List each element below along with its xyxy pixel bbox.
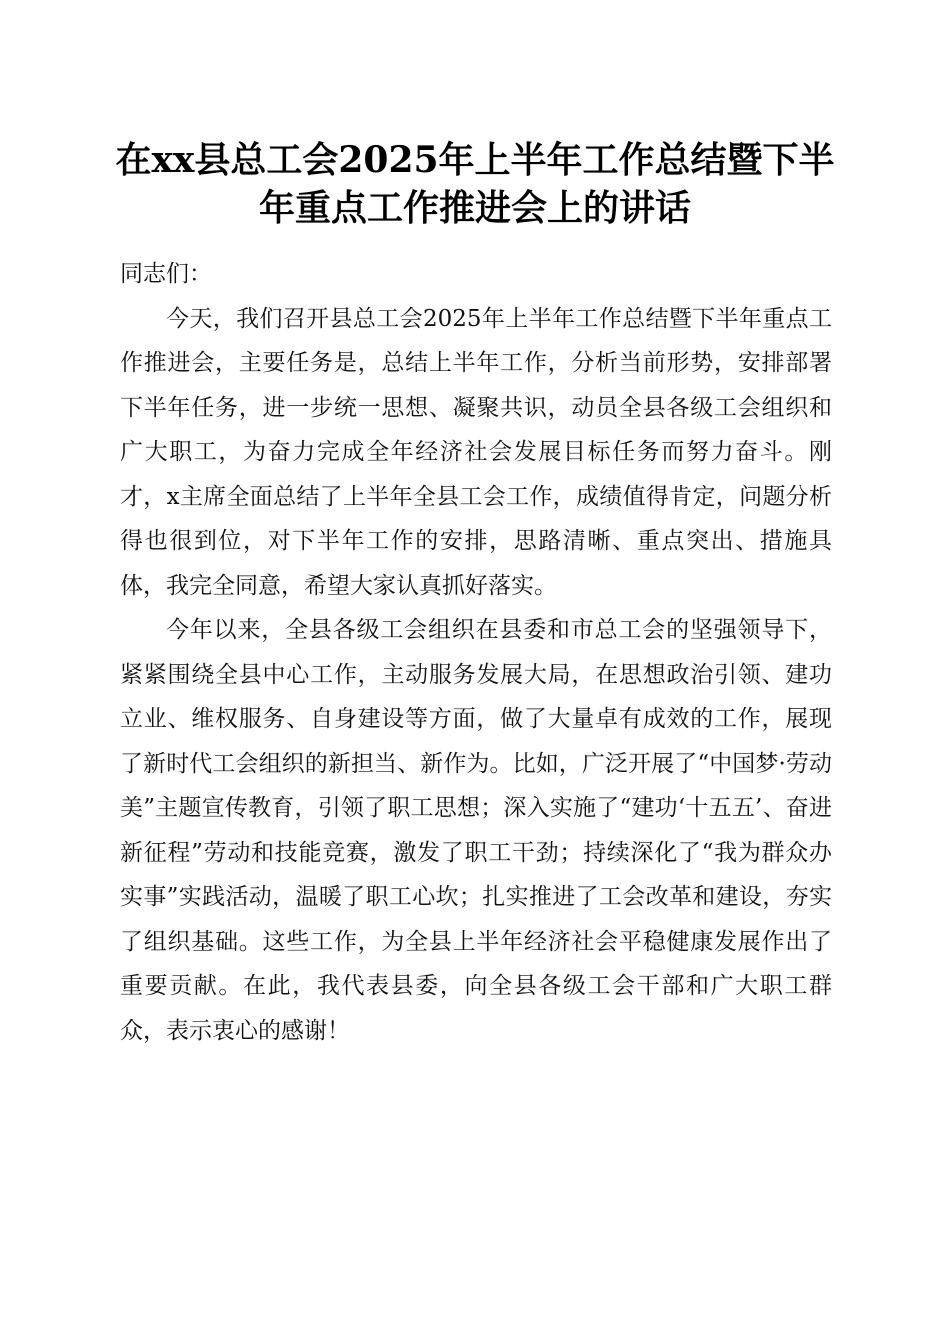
salutation: 同志们： <box>120 261 212 287</box>
paragraph-2: 今年以来，全县各级工会组织在县委和市总工会的坚强领导下，紧紧围绕全县中心工作，主动服务发展大局，在思想政治引领、建功立业、维权服务、自身建设等方面，做了大量卓有成效的工作，展现了新时代工会组织的新担当、新作为。比如，广泛开展了“中国梦·劳动美”主题宣传教育，引领了职工思想；深入实施了“建功‘十五五’、奋进新征程”劳动和技能竞赛，激发了职工干劲；持续深化了“我为群众办实事”实践活动，温暖了职工心坎；扎实推进了工会改革和建设，夯实了组织基础。这些工作，为全县上半年经济社会平稳健康发展作出了重要贡献。在此，我代表县委，向全县各级工会干部和广大职工群众，表示衷心的感谢！ <box>120 617 832 1044</box>
document-body <box>120 252 832 1053</box>
paragraph-1: 今天，我们召开县总工会2025年上半年工作总结暨下半年重点工作推进会，主要任务是，总结上半年工作，分析当前形势，安排部署下半年任务，进一步统一思想、凝聚共识，动员全县各级工会组织和广大职工，为奋力完成全年经济社会发展目标任务而努力奋斗。刚才，x主席全面总结了上半年全县工会工作，成绩值得肯定，问题分析得也很到位，对下半年工作的安排，思路清晰、重点突出、措施具体，我完全同意，希望大家认真抓好落实。 <box>120 305 832 599</box>
document-title: 在xx县总工会2025年上半年工作总结暨下半年重点工作推进会上的讲话 <box>115 139 835 229</box>
